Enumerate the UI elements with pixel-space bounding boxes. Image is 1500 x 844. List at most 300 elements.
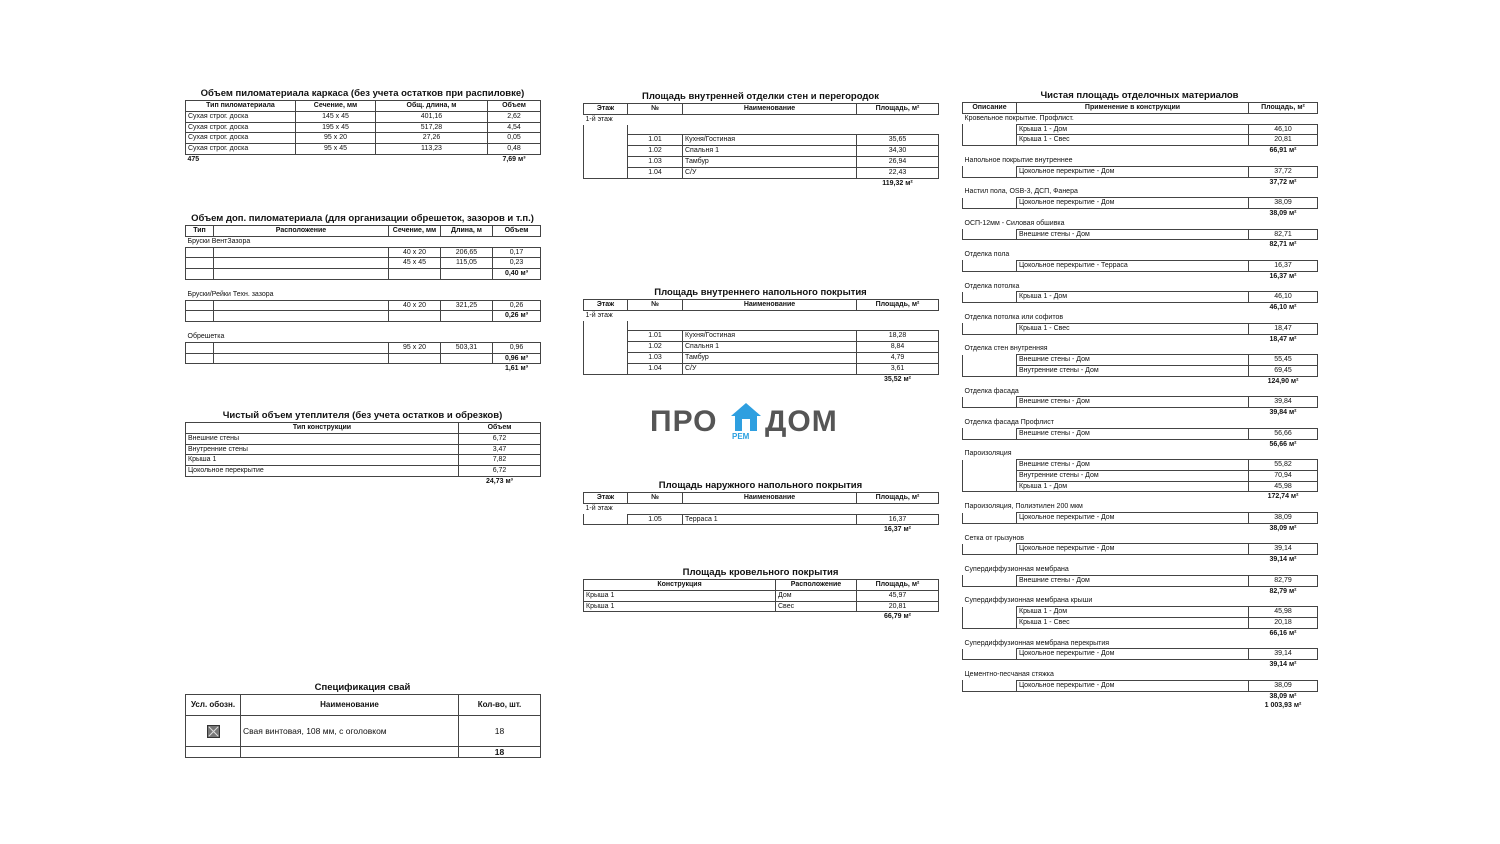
table-cell <box>584 331 628 342</box>
table-cell: 56,66 м² <box>1269 440 1297 448</box>
col-header: Объем <box>488 101 541 112</box>
table-cell: 40 x 20 <box>389 300 441 311</box>
table-cell: Цокольное перекрытие - Дом <box>1017 198 1249 209</box>
group-header <box>584 114 939 124</box>
table-cell <box>1017 334 1249 344</box>
table-cell: 1.04 <box>628 363 683 374</box>
table-cell <box>186 247 214 258</box>
table-cell: Внутренние стены - Дом <box>1017 470 1249 481</box>
table-cell <box>963 208 1017 218</box>
table-cell: 39,84 <box>1249 397 1318 408</box>
table-cell <box>186 258 214 269</box>
table-cell: Отделка фасада <box>964 387 1019 395</box>
group-header <box>963 639 1318 649</box>
table-cell: Дом <box>776 590 857 601</box>
table-cell: 45,98 <box>1249 607 1318 618</box>
table-cell: 39,14 <box>1249 649 1318 660</box>
table-cell: Кухня/Гостиная <box>683 135 857 146</box>
table-cell: 3,47 <box>459 444 541 455</box>
table-cell <box>963 607 1017 618</box>
table-row <box>584 156 939 167</box>
table-cell: 0,26 м³ <box>493 311 541 322</box>
table-cell <box>584 178 628 188</box>
table-row <box>963 607 1318 618</box>
table-cell <box>776 612 857 622</box>
group-header <box>963 565 1318 575</box>
table-cell <box>186 747 241 758</box>
table-cell <box>186 353 214 364</box>
table-cell <box>584 135 628 146</box>
table-row <box>963 292 1318 303</box>
table-cell <box>389 364 441 374</box>
table-cell: С/У <box>683 167 857 178</box>
table-cell <box>963 271 1017 281</box>
table-cell: Цокольное перекрытие - Терраса <box>1017 260 1249 271</box>
table-cell: 0,40 м³ <box>493 269 541 280</box>
table-row <box>963 397 1318 408</box>
lumber-frame-section <box>185 88 540 165</box>
group-header <box>963 187 1318 197</box>
table-cell <box>186 269 214 280</box>
table-cell <box>214 269 389 280</box>
table-row <box>963 323 1318 334</box>
table-cell: 1.05 <box>628 514 683 525</box>
floor-cover-title: Площадь внутреннего напольного покрытия <box>654 287 867 298</box>
table-cell: 16,37 <box>1249 260 1318 271</box>
total-row <box>186 364 541 374</box>
table-cell <box>186 300 214 311</box>
table-cell <box>186 716 241 747</box>
table-cell: Внешние стены <box>186 433 459 444</box>
table-cell <box>389 311 441 322</box>
table-row <box>963 513 1318 524</box>
table-cell: Спальня 1 <box>683 342 857 353</box>
table-cell <box>683 374 857 384</box>
table-cell: Внешние стены - Дом <box>1017 355 1249 366</box>
table-row <box>963 470 1318 481</box>
table-cell <box>186 279 541 289</box>
table-cell: 45,98 <box>1249 481 1318 492</box>
table-cell: Внешние стены - Дом <box>1017 397 1249 408</box>
table-cell: Кровельное покрытие. Профлист. <box>964 114 1074 122</box>
group-header <box>584 310 939 320</box>
table-cell: 45 x 45 <box>389 258 441 269</box>
table-cell <box>296 154 376 164</box>
table-cell: 82,79 <box>1249 575 1318 586</box>
piles-section <box>185 682 540 758</box>
table-cell: 119,32 м² <box>882 179 913 187</box>
table-cell: 6,72 <box>459 433 541 444</box>
table-row <box>186 133 541 144</box>
table-cell: Бруски ВентЗазора <box>187 237 251 245</box>
col-header: Этаж <box>584 300 628 311</box>
wall-finish-title: Площадь внутренней отделки стен и перегородок <box>642 91 879 102</box>
table-cell: 0,23 <box>493 258 541 269</box>
table-cell <box>963 146 1017 156</box>
table-cell <box>628 178 683 188</box>
table-cell: Отделка пола <box>964 251 1010 259</box>
table-row <box>186 716 541 747</box>
table-cell <box>1017 628 1249 638</box>
table-cell: ОСП-12мм - Силовая обшивка <box>964 219 1065 227</box>
table-cell: 39,14 м² <box>1269 661 1297 669</box>
table-cell: Отделка потолка или софитов <box>964 313 1064 321</box>
table-row <box>963 428 1318 439</box>
col-header: Сечение, мм <box>296 101 376 112</box>
table-cell: 1 003,93 м² <box>1264 702 1302 710</box>
table-cell: 38,09 м² <box>1269 524 1297 532</box>
table-cell: 82,71 м² <box>1269 241 1297 249</box>
finishing-materials-table <box>962 102 1318 711</box>
table-cell: 95 x 20 <box>296 133 376 144</box>
table-cell: Цементно-песчаная стяжка <box>964 671 1054 679</box>
group-sum <box>963 523 1318 533</box>
table-cell <box>963 260 1017 271</box>
table-row <box>186 455 541 466</box>
table-cell <box>963 544 1017 555</box>
total-row <box>186 154 541 164</box>
table-cell: Сухая строг. доска <box>186 144 296 155</box>
table-cell: Крыша 1 - Свес <box>1017 135 1249 146</box>
table-cell: Супердиффузионная мембрана перекрытия <box>964 639 1110 647</box>
table-cell: 16,37 <box>857 514 939 525</box>
total-row <box>584 612 939 622</box>
group-sum <box>963 492 1318 502</box>
finishing-materials-title: Чистая площадь отделочных материалов <box>1040 90 1239 101</box>
table-row <box>186 300 541 311</box>
table-cell <box>628 125 939 135</box>
table-cell: 0,48 <box>488 144 541 155</box>
insulation-title: Чистый объем утеплителя (без учета остатков и обрезков) <box>222 410 503 421</box>
table-cell: 24,73 м³ <box>486 477 513 485</box>
table-cell <box>963 513 1017 524</box>
table-cell: 206,65 <box>441 247 493 258</box>
table-cell: 27,26 <box>376 133 488 144</box>
col-header: Кол-во, шт. <box>459 695 541 716</box>
table-cell <box>1017 586 1249 596</box>
table-cell: 38,09 <box>1249 513 1318 524</box>
table-cell <box>186 342 214 353</box>
table-cell <box>963 481 1017 492</box>
col-header: Этаж <box>584 493 628 504</box>
table-cell <box>214 258 389 269</box>
table-cell <box>683 178 857 188</box>
table-cell: 39,14 м² <box>1269 556 1297 564</box>
table-cell: 38,09 <box>1249 680 1318 691</box>
table-cell: 16,37 м² <box>1269 272 1297 280</box>
group-header <box>963 250 1318 260</box>
table-cell: Крыша 1 <box>186 455 459 466</box>
table-cell <box>584 352 628 363</box>
table-cell: Цокольное перекрытие <box>186 466 459 477</box>
table-cell: Крыша 1 - Дом <box>1017 124 1249 135</box>
table-cell: 0,26 <box>493 300 541 311</box>
table-cell: 1.02 <box>628 146 683 157</box>
outdoor-floor-section <box>583 480 938 535</box>
group-sum <box>963 691 1318 701</box>
total-row <box>186 476 541 486</box>
wall-finish-table <box>583 103 939 188</box>
table-cell <box>1017 408 1249 418</box>
table-cell: 18 <box>459 716 541 747</box>
table-cell <box>963 166 1017 177</box>
table-cell <box>963 628 1017 638</box>
table-cell <box>963 660 1017 670</box>
table-cell: 7,69 м³ <box>502 155 526 163</box>
table-cell <box>584 321 628 331</box>
table-row <box>186 466 541 477</box>
table-cell <box>1017 177 1249 187</box>
col-header: Тип <box>186 226 214 237</box>
table-cell: Спальня 1 <box>683 146 857 157</box>
wall-finish-section <box>583 91 938 188</box>
table-cell: Кухня/Гостиная <box>683 331 857 342</box>
table-cell <box>1017 240 1249 250</box>
table-cell <box>584 342 628 353</box>
table-row <box>186 144 541 155</box>
table-cell: 0,05 <box>488 133 541 144</box>
table-cell: 66,91 м² <box>1269 147 1297 155</box>
table-cell <box>1017 660 1249 670</box>
table-cell: Цокольное перекрытие - Дом <box>1017 166 1249 177</box>
table-cell <box>963 680 1017 691</box>
table-cell <box>963 292 1017 303</box>
table-cell: 55,45 <box>1249 355 1318 366</box>
group-header <box>584 503 939 514</box>
table-cell: 38,09 <box>1249 198 1318 209</box>
table-cell <box>963 439 1017 449</box>
table-cell <box>628 321 939 331</box>
col-header: Применение в конструкции <box>1017 103 1249 114</box>
col-header: Расположение <box>214 226 389 237</box>
table-row <box>584 135 939 146</box>
table-cell: 20,81 <box>857 601 939 612</box>
table-row <box>186 122 541 133</box>
table-row <box>186 111 541 122</box>
table-cell <box>441 311 493 322</box>
total-row <box>584 374 939 384</box>
group-header <box>186 290 541 300</box>
table-cell: 321,25 <box>441 300 493 311</box>
group-header <box>963 219 1318 229</box>
table-cell <box>963 618 1017 629</box>
table-cell: Внешние стены - Дом <box>1017 575 1249 586</box>
piles-title: Спецификация свай <box>314 682 411 693</box>
screw-pile-icon <box>207 725 220 738</box>
table-row <box>963 365 1318 376</box>
table-cell: 1.03 <box>628 352 683 363</box>
table-cell <box>963 355 1017 366</box>
group-sum <box>963 177 1318 187</box>
table-cell <box>1017 523 1249 533</box>
table-cell <box>214 353 389 364</box>
table-cell: Крыша 1 - Дом <box>1017 607 1249 618</box>
roof-area-title: Площадь кровельного покрытия <box>682 567 839 578</box>
table-row <box>186 342 541 353</box>
table-cell <box>1017 492 1249 502</box>
table-cell: Крыша 1 - Дом <box>1017 481 1249 492</box>
table-cell: 113,23 <box>376 144 488 155</box>
group-sum <box>963 628 1318 638</box>
table-cell: 46,10 <box>1249 124 1318 135</box>
extra-lumber-section <box>185 213 540 374</box>
group-sum <box>963 555 1318 565</box>
table-cell: Пароизоляция, Полиэтилен 200 мкм <box>964 503 1083 511</box>
insulation-section <box>185 410 540 487</box>
table-row <box>963 618 1318 629</box>
table-cell <box>683 525 857 535</box>
table-cell <box>963 523 1017 533</box>
table-cell <box>963 303 1017 313</box>
group-header <box>963 534 1318 544</box>
table-cell: 18,28 <box>857 331 939 342</box>
table-cell: 34,30 <box>857 146 939 157</box>
table-cell: 38,09 м² <box>1269 209 1297 217</box>
table-cell: 1.01 <box>628 135 683 146</box>
table-row <box>584 342 939 353</box>
table-cell <box>441 364 493 374</box>
table-cell: 475 <box>187 155 200 163</box>
group-sum <box>963 439 1318 449</box>
table-cell: 37,72 м² <box>1269 178 1297 186</box>
table-row <box>963 198 1318 209</box>
table-cell <box>214 300 389 311</box>
group-header <box>963 418 1318 428</box>
table-cell <box>963 397 1017 408</box>
table-cell: 38,09 м² <box>1269 692 1297 700</box>
table-cell: 4,79 <box>857 352 939 363</box>
table-cell: Крыша 1 <box>584 590 776 601</box>
table-cell: 40 x 20 <box>389 247 441 258</box>
table-cell <box>584 374 628 384</box>
table-cell: 95 x 20 <box>389 342 441 353</box>
table-cell: Цокольное перекрытие - Дом <box>1017 649 1249 660</box>
group-header <box>963 502 1318 512</box>
table-cell: Настил пола, OSB-3, ДСП, Фанера <box>964 188 1078 196</box>
group-sum <box>963 146 1318 156</box>
col-header: Наименование <box>241 695 459 716</box>
table-cell <box>584 146 628 157</box>
table-cell: 56,66 <box>1249 428 1318 439</box>
table-cell <box>241 747 459 758</box>
group-header <box>963 282 1318 292</box>
table-cell: Сухая строг. доска <box>186 111 296 122</box>
table-cell: Сухая строг. доска <box>186 122 296 133</box>
table-row <box>963 481 1318 492</box>
col-header: Объем <box>493 226 541 237</box>
table-cell: 55,82 <box>1249 460 1318 471</box>
table-cell: Крыша 1 - Свес <box>1017 618 1249 629</box>
table-cell: 18 <box>459 747 541 758</box>
table-cell <box>963 177 1017 187</box>
table-cell <box>389 353 441 364</box>
col-header: Площадь, м² <box>857 493 939 504</box>
group-header <box>186 236 541 247</box>
table-row <box>963 544 1318 555</box>
table-cell <box>1017 303 1249 313</box>
table-cell <box>1017 208 1249 218</box>
group-sum <box>963 586 1318 596</box>
finishing-materials-section <box>962 90 1317 711</box>
table-cell: 66,79 м² <box>884 613 911 621</box>
group-sum <box>963 271 1318 281</box>
table-cell: 95 x 45 <box>296 144 376 155</box>
table-cell: 39,14 <box>1249 544 1318 555</box>
table-row <box>584 590 939 601</box>
table-cell: 115,05 <box>441 258 493 269</box>
table-cell: 46,10 <box>1249 292 1318 303</box>
table-cell <box>186 322 541 332</box>
table-cell <box>441 353 493 364</box>
extra-lumber-title: Объем доп. пиломатериала (для организации обрешеток, зазоров и т.п.) <box>191 213 534 224</box>
table-cell: 172,74 м² <box>1267 493 1299 501</box>
table-row <box>963 229 1318 240</box>
table-cell: С/У <box>683 363 857 374</box>
table-cell: 145 x 45 <box>296 111 376 122</box>
group-sum <box>963 240 1318 250</box>
table-cell <box>186 364 214 374</box>
col-header: Площадь, м² <box>857 104 939 115</box>
table-cell: Внутренние стены <box>186 444 459 455</box>
col-header: Описание <box>963 103 1017 114</box>
group-sum <box>186 311 541 322</box>
table-cell: 503,31 <box>441 342 493 353</box>
table-row <box>963 260 1318 271</box>
table-cell <box>963 460 1017 471</box>
table-cell: 26,94 <box>857 156 939 167</box>
col-header: № <box>628 104 683 115</box>
col-header: Наименование <box>683 300 857 311</box>
table-cell <box>584 167 628 178</box>
table-cell: Напольное покрытие внутреннее <box>964 156 1073 164</box>
total-row <box>963 701 1318 711</box>
table-cell <box>963 575 1017 586</box>
table-cell <box>1017 146 1249 156</box>
table-cell <box>963 229 1017 240</box>
table-cell: 46,10 м² <box>1269 304 1297 312</box>
table-cell: 4,54 <box>488 122 541 133</box>
table-cell: 1.01 <box>628 331 683 342</box>
table-cell: 18,47 <box>1249 323 1318 334</box>
table-cell <box>963 365 1017 376</box>
table-cell: 20,18 <box>1249 618 1318 629</box>
table-cell: 20,81 <box>1249 135 1318 146</box>
roof-area-table <box>583 579 939 622</box>
table-cell: 66,16 м² <box>1269 629 1297 637</box>
table-cell <box>963 135 1017 146</box>
table-cell: Отделка потолка <box>964 282 1020 290</box>
table-cell <box>963 408 1017 418</box>
house-icon <box>730 402 762 432</box>
table-cell <box>186 311 214 322</box>
table-row <box>186 433 541 444</box>
table-cell: 82,71 <box>1249 229 1318 240</box>
col-header: Этаж <box>584 104 628 115</box>
table-row <box>584 331 939 342</box>
group-header <box>963 156 1318 166</box>
col-header: № <box>628 493 683 504</box>
table-cell: Внутренние стены - Дом <box>1017 365 1249 376</box>
floor-cover-section <box>583 287 938 384</box>
table-cell: Сетка от грызунов <box>964 534 1024 542</box>
table-row <box>584 167 939 178</box>
table-cell: Внешние стены - Дом <box>1017 460 1249 471</box>
table-cell <box>584 156 628 167</box>
table-cell: Свая винтовая, 108 мм, с оголовком <box>241 716 459 747</box>
table-cell <box>584 514 628 525</box>
table-cell: Свес <box>776 601 857 612</box>
group-header <box>186 332 541 342</box>
